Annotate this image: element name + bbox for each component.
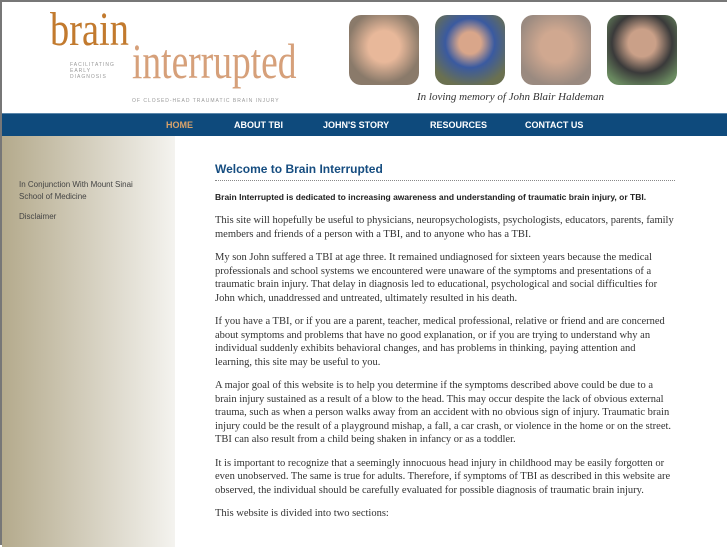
main-content: [215, 162, 675, 531]
paragraph: My son John suffered a TBI at age three. It remained undiagnosed for sixteen years because the medical professionals and school systems we encountered were unaware of the symptoms and presentations of a traumatic brain injury. That delay in diagnosis led to educational, psychological and social difficulties for John which, unaddressed and untreated, ultimately resulted in his death.: [215, 252, 658, 304]
photo-young-man: [607, 15, 677, 85]
photo-child-swing: [435, 15, 505, 85]
brain-interrupted-logo[interactable]: [48, 3, 310, 110]
paragraph: If you have a TBI, or if you are a parent, teacher, medical professional, relative or friend and are concerned about symptoms and problems that have no good explanation, or if you are trying to understand why an individual suddenly exhibits behavioral changes, and has problems in thinking, paying attention and learning, this site may be useful to you.: [215, 316, 665, 368]
sidebar-link-disclaimer[interactable]: Disclaimer: [19, 212, 57, 221]
header: [2, 2, 727, 113]
nav-johns-story[interactable]: JOHN'S STORY: [323, 120, 390, 130]
nav-about-tbi[interactable]: ABOUT TBI: [234, 120, 283, 130]
intro-text: Brain Interrupted is dedicated to increasing awareness and understanding of traumatic brain injury, or TBI.: [215, 192, 647, 202]
paragraph: This site will hopefully be useful to physicians, neuropsychologists, psychologists, educators, parents, family members and friends of a person with a TBI, and to anyone who has a TBI.: [215, 215, 674, 240]
photo-baby: [349, 15, 419, 85]
nav-resources[interactable]: RESOURCES: [430, 120, 488, 130]
memorial-caption: In loving memory of John Blair Haldeman: [417, 91, 604, 103]
logo-word-interrupted: interrupted: [132, 33, 297, 89]
main-nav: [2, 113, 727, 136]
logo-tagline: OF CLOSED-HEAD TRAUMATIC BRAIN INJURY: [132, 98, 280, 104]
nav-contact-us[interactable]: CONTACT US: [525, 120, 584, 130]
photo-family: [521, 15, 591, 85]
page-title: Welcome to Brain Interrupted: [215, 162, 675, 181]
logo-tagline: FACILITATING EARLY DIAGNOSIS: [70, 62, 115, 80]
paragraph: A major goal of this website is to help you determine if the symptoms described above could be due to a brain injury sustained as a result of a blow to the head. This may occur despite the lack of obvious external trauma, such as when a person walks away from an accident with no obvious sign of injury. Traumatic brain injury could be the result of a playground mishap, a fall, a car crash, or violence in the home or on the street. TBI can also result from a child being shaken in infancy or as a toddler.: [215, 380, 672, 445]
nav-home[interactable]: HOME: [166, 120, 193, 130]
logo-word-brain: brain: [50, 3, 129, 56]
sidebar-link-mount-sinai[interactable]: In Conjunction With Mount Sinai School of Medicine: [19, 180, 133, 201]
sidebar: [2, 136, 175, 547]
paragraph: This website is divided into two sections:: [215, 508, 389, 519]
paragraph: It is important to recognize that a seemingly innocuous head injury in childhood may be easily forgotten or even unobserved. The same is true for adults. Therefore, if symptoms of TBI as described in this website are observed, the individual should be carefully evaluated for possible diagnosis of traumatic brain injury.: [215, 457, 671, 496]
